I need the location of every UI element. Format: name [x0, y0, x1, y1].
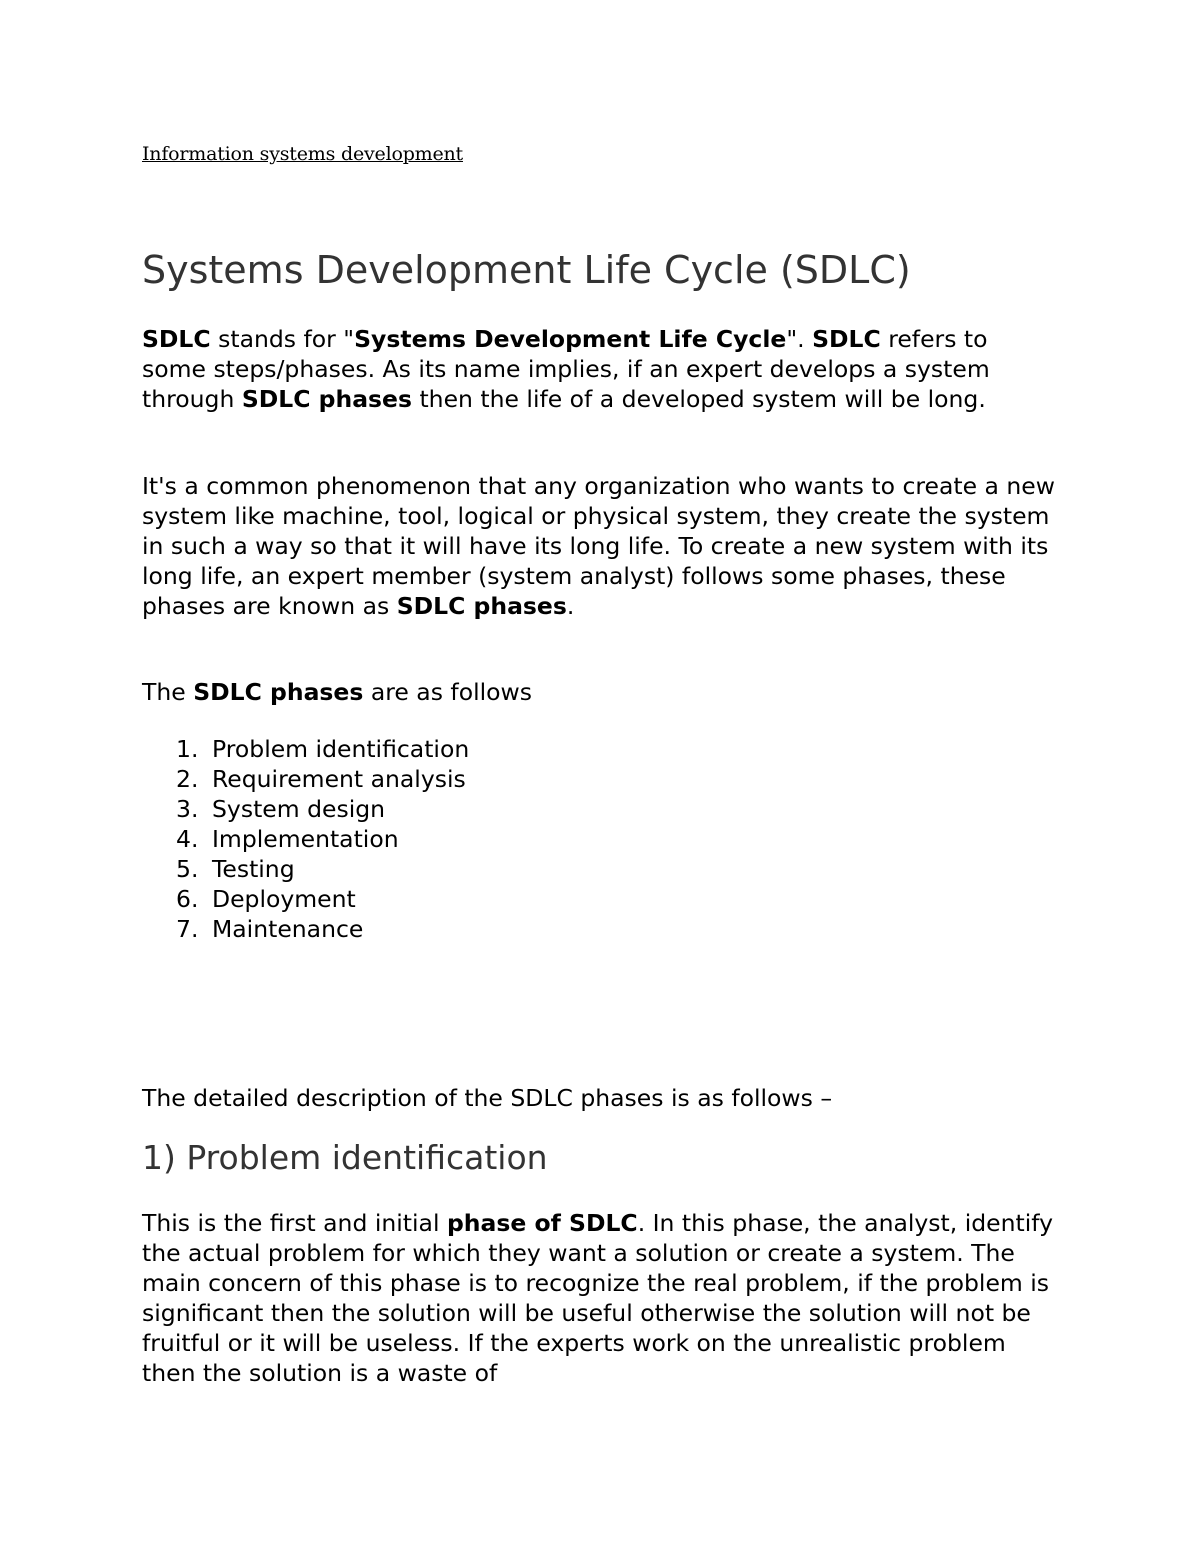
list-item-label: Deployment [212, 885, 356, 913]
document-topic: Information systems development [142, 143, 463, 165]
bold-text: Systems Development Life Cycle [354, 325, 787, 353]
page-title: Systems Development Life Cycle (SDLC) [142, 248, 911, 292]
organization-paragraph [142, 471, 1057, 621]
list-item-label: Problem identification [212, 735, 470, 763]
list-item-label: Requirement analysis [212, 765, 466, 793]
list-item-label: Maintenance [212, 915, 364, 943]
list-item [142, 734, 469, 764]
bold-text: SDLC phases [193, 678, 364, 706]
list-number: 5. [176, 855, 199, 883]
bold-text: SDLC [812, 325, 881, 353]
list-item [142, 884, 469, 914]
list-number: 2. [176, 765, 199, 793]
text-run: stands for " [210, 325, 355, 353]
list-item [142, 914, 469, 944]
section-paragraph [142, 1208, 1057, 1388]
text-run: It's a common phenomenon that any organization who wants to create a new system like machine, tool, logical or physical system, they create the system in such a way so that it will have its long life. To create a new system with its long life, an expert member (system analyst) follows some phases, these phases are known as [142, 472, 1055, 620]
text-run: refers to some steps/phases. As its name implies, if an expert develops a system through [142, 325, 990, 413]
phases-intro [142, 677, 1057, 707]
list-item [142, 794, 469, 824]
intro-paragraph [142, 324, 1057, 414]
text-run: then the life of a developed system will be long. [411, 385, 986, 413]
phase-list [142, 734, 469, 944]
text-run: are as follows [363, 678, 532, 706]
section-heading: 1) Problem identification [142, 1138, 548, 1177]
list-number: 4. [176, 825, 199, 853]
text-run: This is the first and initial [142, 1209, 447, 1237]
text-run: The [142, 678, 194, 706]
list-number: 6. [176, 885, 199, 913]
list-number: 1. [176, 735, 199, 763]
bold-text: SDLC phases [396, 592, 567, 620]
detail-intro: The detailed description of the SDLC phases is as follows – [142, 1084, 833, 1112]
text-run: . [566, 592, 575, 620]
text-run: ". [786, 325, 813, 353]
list-number: 3. [176, 795, 199, 823]
list-item [142, 854, 469, 884]
list-item-label: System design [212, 795, 386, 823]
bold-text: SDLC [142, 325, 211, 353]
list-number: 7. [176, 915, 199, 943]
list-item-label: Testing [212, 855, 295, 883]
list-item [142, 764, 469, 794]
text-run: . In this phase, the analyst, identify the actual problem for which they want a solution or create a system. The main concern of this phase is to recognize the real problem, if the problem is significant then the solution will be useful otherwise the solution will not be fruitful or it will be useless. If the experts work on the unrealistic problem then the solution is a waste of [142, 1209, 1053, 1387]
bold-text: phase of SDLC [446, 1209, 638, 1237]
list-item [142, 824, 469, 854]
bold-text: SDLC phases [241, 385, 412, 413]
list-item-label: Implementation [212, 825, 399, 853]
